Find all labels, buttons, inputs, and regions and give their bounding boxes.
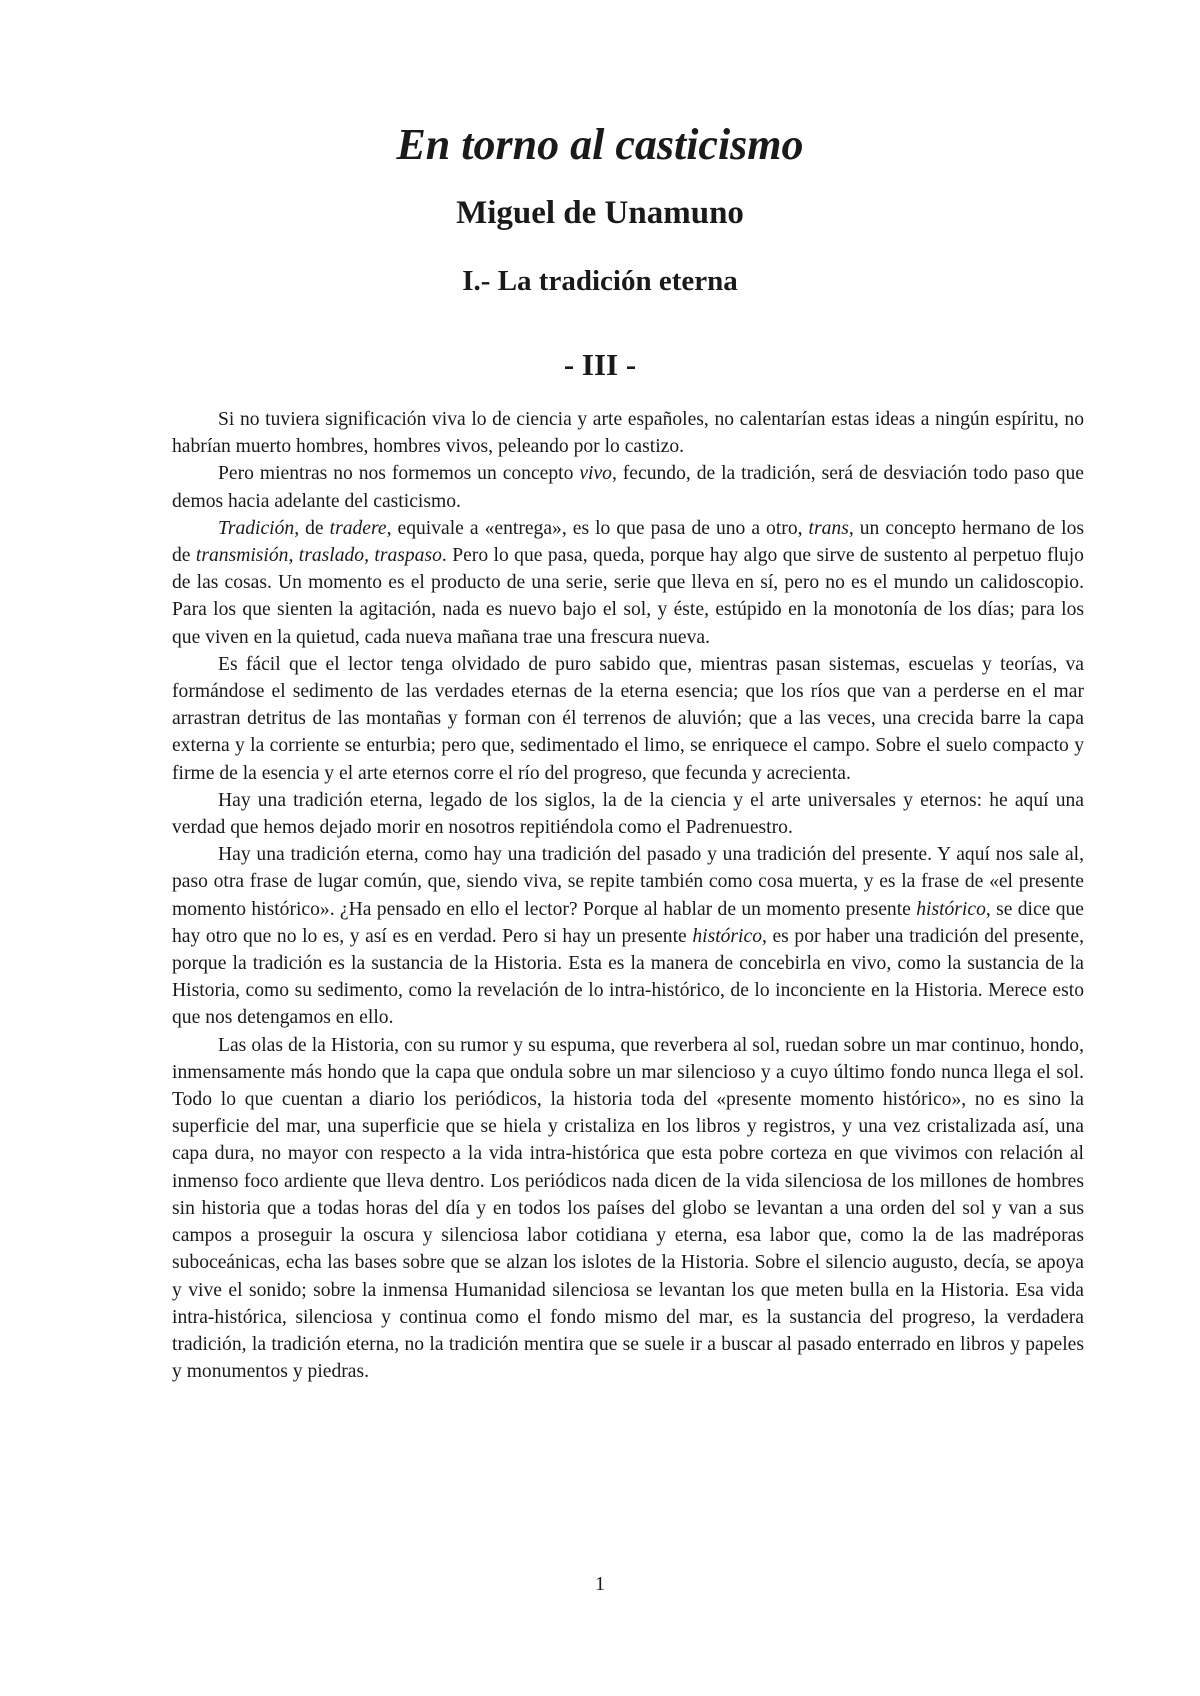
paragraph bbox=[172, 787, 1084, 841]
paragraph bbox=[172, 841, 1084, 1031]
body-text bbox=[172, 406, 1084, 1385]
italic-term: histórico bbox=[916, 898, 986, 920]
italic-term: transmisión, traslado, traspaso bbox=[195, 545, 442, 567]
text-run: , un concepto hermano de los de bbox=[172, 517, 1084, 567]
text-run: Hay una tradición eterna, como hay una tradición del pasado y una tradición del presente. Y aquí nos sale al, paso otra frase de lugar común, que, siendo viva, se repite también como cosa muerta, y es la frase de «el presente momento histórico». ¿Ha pensado en ello el lector? Porque al hablar de un momento presente bbox=[172, 844, 1084, 920]
text-run: , es por haber una tradición del presente, porque la tradición es la sustancia de la Historia. Esta es la manera de concebirla en vivo, como la sustancia de la Historia, como su sedimento, como la revelación de lo intra-histórico, de lo inconciente en la Historia. Merece esto que nos detengamos en ello. bbox=[172, 925, 1085, 1029]
paragraph bbox=[172, 651, 1084, 787]
italic-term: vivo bbox=[579, 463, 612, 485]
author-name: Miguel de Unamuno bbox=[456, 195, 744, 231]
text-run: , de bbox=[294, 517, 330, 539]
italic-term: tradere bbox=[329, 517, 387, 539]
text-run: . Pero lo que pasa, queda, porque hay algo que sirve de sustento al perpetuo flujo de las cosas. Un momento es el producto de una serie, serie que lleva en sí, pero no es el mundo un calidoscopio. Para los que sienten la agitación, nada es nuevo bajo el sol, y éste, estúpido en la monotonía de los días; para los que viven en la quietud, cada nueva mañana trae una frescura nueva. bbox=[172, 545, 1084, 648]
paragraph bbox=[172, 406, 1084, 460]
paragraph bbox=[172, 1032, 1084, 1386]
book-title: En torno al casticismo bbox=[396, 120, 804, 169]
text-run: , se dice que hay otro que no lo es, y así es en verdad. Pero si hay un presente bbox=[172, 898, 1084, 947]
text-run: Pero mientras no nos formemos un concepto bbox=[218, 463, 580, 485]
text-run: , fecundo, de la tradición, será de desviación todo paso que demos hacia adelante del casticismo. bbox=[172, 463, 1084, 512]
text-run: Es fácil que el lector tenga olvidado de puro sabido que, mientras pasan sistemas, escuelas y teorías, va formándose el sedimento de las verdades eternas de la eterna esencia; que los ríos que van a perderse en el mar arrastran detritus de las montañas y forman con él terrenos de aluvión; que a las veces, una crecida barre la capa externa y la corriente se enturbia; pero que, sedimentado el limo, se enriquece el campo. Sobre el suelo compacto y firme de la esencia y el arte eternos corre el río del progreso, que fecunda y acrecienta. bbox=[172, 653, 1084, 784]
section-heading: - III - bbox=[563, 347, 637, 382]
text-run: , equivale a «entrega», es lo que pasa de uno a otro, bbox=[386, 517, 809, 539]
paragraph bbox=[172, 515, 1084, 651]
text-run: Si no tuviera significación viva lo de ciencia y arte españoles, no calentarían estas ideas a ningún espíritu, no habrían muerto hombres, hombres vivos, peleando por lo castizo. bbox=[172, 409, 1084, 458]
chapter-heading: I.- La tradición eterna bbox=[462, 265, 738, 297]
page-number: 1 bbox=[595, 1573, 605, 1595]
paragraph bbox=[172, 460, 1084, 514]
text-run: Hay una tradición eterna, legado de los siglos, la de la ciencia y el arte universales y eternos: he aquí una verdad que hemos dejado morir en nosotros repitiéndola como el Padrenuestro. bbox=[172, 789, 1084, 839]
italic-term: Tradición bbox=[218, 517, 295, 539]
italic-term: trans bbox=[808, 517, 849, 539]
italic-term: histórico bbox=[692, 925, 762, 947]
text-run: Las olas de la Historia, con su rumor y su espuma, que reverbera al sol, ruedan sobre un mar continuo, hondo, inmensamente más hondo que la capa que ondula sobre un mar silencioso y a cuyo último fondo nunca llega el sol. Todo lo que cuentan a diario los periódicos, la historia toda del «presente momento histórico», no es sino la superficie del mar, una superficie que se hiela y cristaliza en los libros y registros, y una vez cristalizada así, una capa dura, no mayor con respecto a la vida intra-histórica que esta pobre corteza en que vivimos con relación al inmenso foco ardiente que lleva dentro. Los periódicos nada dicen de la vida silenciosa de los millones de hombres sin historia que a todas horas del día y en todos los países del globo se levantan a una orden del sol y van a sus campos a proseguir la oscura y silenciosa labor cotidiana y eterna, esa labor que, como la de las madréporas suboceánicas, echa las bases sobre que se alzan los islotes de la Historia. Sobre el silencio augusto, decía, se apoya y vive el sonido; sobre la inmensa Humanidad silenciosa se levantan los que meten bulla en la Historia. Esa vida intra-histórica, silenciosa y continua como el fondo mismo del mar, es la sustancia del progreso, la verdadera tradición, la tradición eterna, no la tradición mentira que se suele ir a buscar al pasado enterrado en libros y papeles y monumentos y piedras. bbox=[172, 1034, 1084, 1383]
